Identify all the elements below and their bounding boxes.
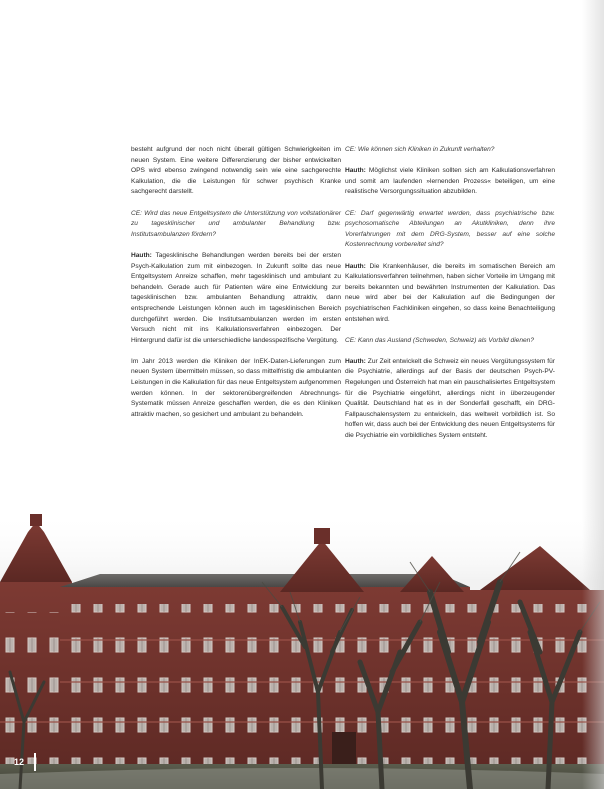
interview-answer xyxy=(345,166,555,198)
interview-question: CE: Wird das neue Entgeltsystem die Unterstützung von vollstationärer zu tagesklinischer und ambulanter Behandlung bzw. Institutsambulanzen fördern? xyxy=(131,209,341,238)
speaker-label: Hauth: xyxy=(131,251,152,259)
answer-text: Möglichst viele Kliniken sollten sich am Kalkulationsverfahren und somit am laufenden »lernenden Prozess« beteiligen, um eine realistische Versorgungssituation abzubilden. xyxy=(345,167,555,196)
text-column-right xyxy=(345,145,555,452)
answer-text: Zur Zeit entwickelt die Schweiz ein neues Vergütungssystem für die Psychiatrie, allerdings auf der Basis der deutschen Psych-PV-Regelungen und Österreich hat man ein pauschalisiertes Entgeltsystem für die Psychiatrie eingeführt, allerdings nicht in überzeugender Qualität. Deutschland hat es in der Sonderfall geschafft, ein DRG-Fallpauschalensystem zu entwickeln, das weltweit vorbildlich ist. So hoffen wir, dass auch bei der Entwicklung des neuen Entgeltsystems für die Psychiatrie ein vorbildliches System entsteht. xyxy=(345,357,555,440)
interview-question: CE: Darf gegenwärtig erwartet werden, dass psychiatrische bzw. psychosomatische Abteilungen an Akutkliniken, denn ihre Vorerfahrungen mit dem DRG-System, besser auf eine solche Kostenrechnung vorbereitet sind? xyxy=(345,209,555,249)
interview-answer xyxy=(131,251,341,346)
page-number: 12 xyxy=(14,757,25,767)
interview-answer xyxy=(345,357,555,442)
text-column-left xyxy=(131,145,341,431)
interview-question: CE: Wie können sich Kliniken in Zukunft verhalten? xyxy=(345,146,495,153)
binding-shadow xyxy=(582,0,604,789)
paragraph: Im Jahr 2013 werden die Kliniken der InEK-Daten-Lieferungen zum neuen System übermitteln müssen, so dass mittelfristig die ambulanten Leistungen in die Kalkulation für das neue Entgeltsystem aufgenommen werden können. In der sektorenübergreifenden Abrechnungs-Systematik müssen Anreize geschaffen werden, die es den Kliniken attraktiv machen, so gesichert und ambulant zu behandeln. xyxy=(131,357,341,418)
interview-answer xyxy=(345,262,555,326)
answer-text: Tagesklinische Behandlungen werden bereits bei der ersten Psych-Kalkulation zum mit einbezogen. In Zukunft sollte das neue Entgeltsystem Anreize schaffen, mehr tagesklinisch und ambulant zu behandeln. Gerade auch für Patienten wäre eine Entwicklung zur tagesklinischen bzw. ambulanten Behandlung attraktiv, dann entsprechende Leistungen können auch im tagesklinischen Bereich durchgeführt werden. Die Institutsambulanzen werden im ersten Versuch nicht mit ins Kalkulationsverfahren einbezogen. Der Hintergrund dafür ist die unterschiedliche landesspezifische Vergütung. xyxy=(131,251,341,344)
speaker-label: Hauth: xyxy=(345,357,366,365)
interview-question: CE: Kann das Ausland (Schweden, Schweiz) als Vorbild dienen? xyxy=(345,336,535,344)
hospital-building-photo xyxy=(0,512,604,789)
speaker-label: Hauth: xyxy=(345,167,366,175)
page-number-divider xyxy=(34,753,36,771)
speaker-label: Hauth: xyxy=(345,262,366,270)
paragraph: besteht aufgrund der noch nicht überall gültigen Schwierigkeiten im neuen System. Eine weitere Differenzierung der bisher entwickelten OPS wird ebenso zwingend notwendig sein wie eine sachgerechte Kalkulation, die die Leistungen für schwer psychisch Kranke sachgerecht darstellt. xyxy=(131,146,341,196)
answer-text: Die Krankenhäuser, die bereits im somatischen Bereich am Kalkulationsverfahren teilnehmen, haben sicher Vorteile im Umgang mit bereits bekannten und bewährten Instrumenten der Kalkulation. Das neue wird aber bei der Kalkulation auf die Bedingungen der psychiatrischen Fachkliniken eingehen, so dass keine Benachteiligung entstehen wird. xyxy=(345,262,555,323)
